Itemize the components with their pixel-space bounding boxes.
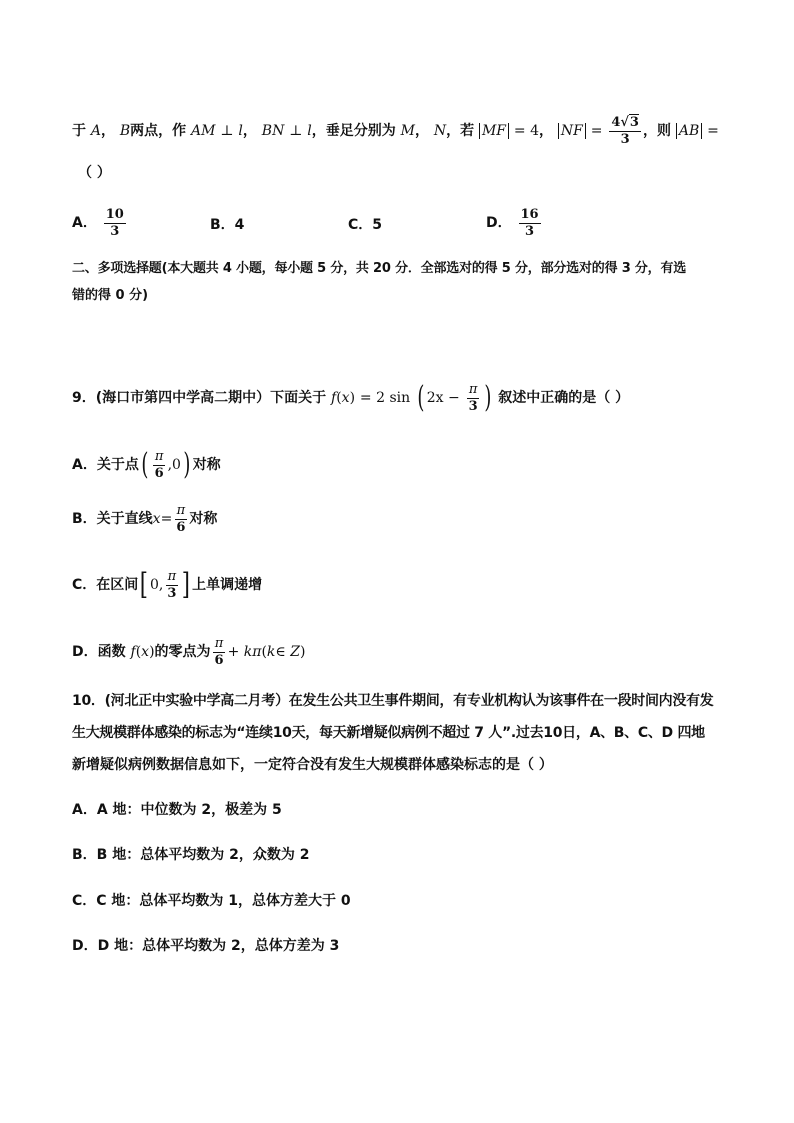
q10-option-c: C．C 地：总体平均数为 1，总体方差大于 0 xyxy=(72,893,351,909)
fraction-4sqrt3-over-3: $\frac{4√3}{3}$ xyxy=(611,115,639,147)
q10-option-b: B．B 地：总体平均数为 2，众数为 2 xyxy=(72,847,310,863)
q10-stem-line1: 10．(河北正中实验中学高二月考）在发生公共卫生事件期间，有专业机构认为该事件在一段时间内没有发 xyxy=(72,693,714,709)
q9-stem: 9．(海口市第四中学高二期中）下面关于 f(x) = 2 sin ( 2x − $\frac{\pi}{3}$ ) 叙述中正确的是（ ） xyxy=(72,380,630,416)
q9-option-c: C．在区间[ 0, $\frac{\pi}{3}$ ] 上单调递增 xyxy=(72,567,263,603)
section2-heading-line2: 错的得 0 分) xyxy=(72,288,149,303)
q9-option-a: A．关于点( $\frac{\pi}{6}$ ,0) 对称 xyxy=(72,447,221,483)
fraction-pi-over-3: $\frac{\pi}{3}$ xyxy=(167,569,177,601)
q10-option-a: A．A 地：中位数为 2，极差为 5 xyxy=(72,802,282,818)
q8-answer-paren: （ ） xyxy=(78,165,111,181)
fraction-pi-over-3: $\frac{\pi}{3}$ xyxy=(468,382,478,414)
fraction-pi-over-6: $\frac{\pi}{6}$ xyxy=(154,449,164,481)
q9-option-d: D．函数 f(x)的零点为 $\frac{\pi}{6}$ + kπ(k∈ Z) xyxy=(72,636,306,668)
q10-stem-line3: 新增疑似病例数据信息如下，一定符合没有发生大规模群体感染标志的是（ ） xyxy=(72,757,553,773)
q10-stem-line2: 生大规模群体感染的标志为“连续10天，每天新增疑似病例不超过 7 人”.过去10日，A、B、C、D 四地 xyxy=(72,725,705,741)
q8-option-c: C．5 xyxy=(348,217,383,233)
q8-option-a: A． $\frac{10}{3}$ xyxy=(72,207,124,239)
q8-option-d: D． $\frac{16}{3}$ xyxy=(486,207,539,239)
fraction-pi-over-6: $\frac{\pi}{6}$ xyxy=(214,636,224,668)
abs-nf: NF xyxy=(558,123,586,139)
abs-mf: MF xyxy=(479,123,509,139)
q8-line1: 于 A， B两点，作 AM ⊥ l， BN ⊥ l，垂足分别为 M， N，若 MF = 4， NF = $\frac{4√3}{3}$ ，则 AB = xyxy=(72,115,719,147)
abs-ab: AB xyxy=(676,123,702,139)
fraction-pi-over-6: $\frac{\pi}{6}$ xyxy=(176,503,186,535)
q9-option-b: B．关于直线x= $\frac{\pi}{6}$ 对称 xyxy=(72,503,218,535)
fraction-16-over-3: $\frac{16}{3}$ xyxy=(520,207,539,239)
q8-option-b: B．4 xyxy=(210,217,245,233)
q10-option-d: D．D 地：总体平均数为 2，总体方差为 3 xyxy=(72,938,340,954)
fraction-10-over-3: $\frac{10}{3}$ xyxy=(105,207,124,239)
section2-heading-line1: 二、多项选择题(本大题共 4 小题，每小题 5 分，共 20 分．全部选对的得 5 分，部分选对的得 3 分，有选 xyxy=(72,261,687,276)
